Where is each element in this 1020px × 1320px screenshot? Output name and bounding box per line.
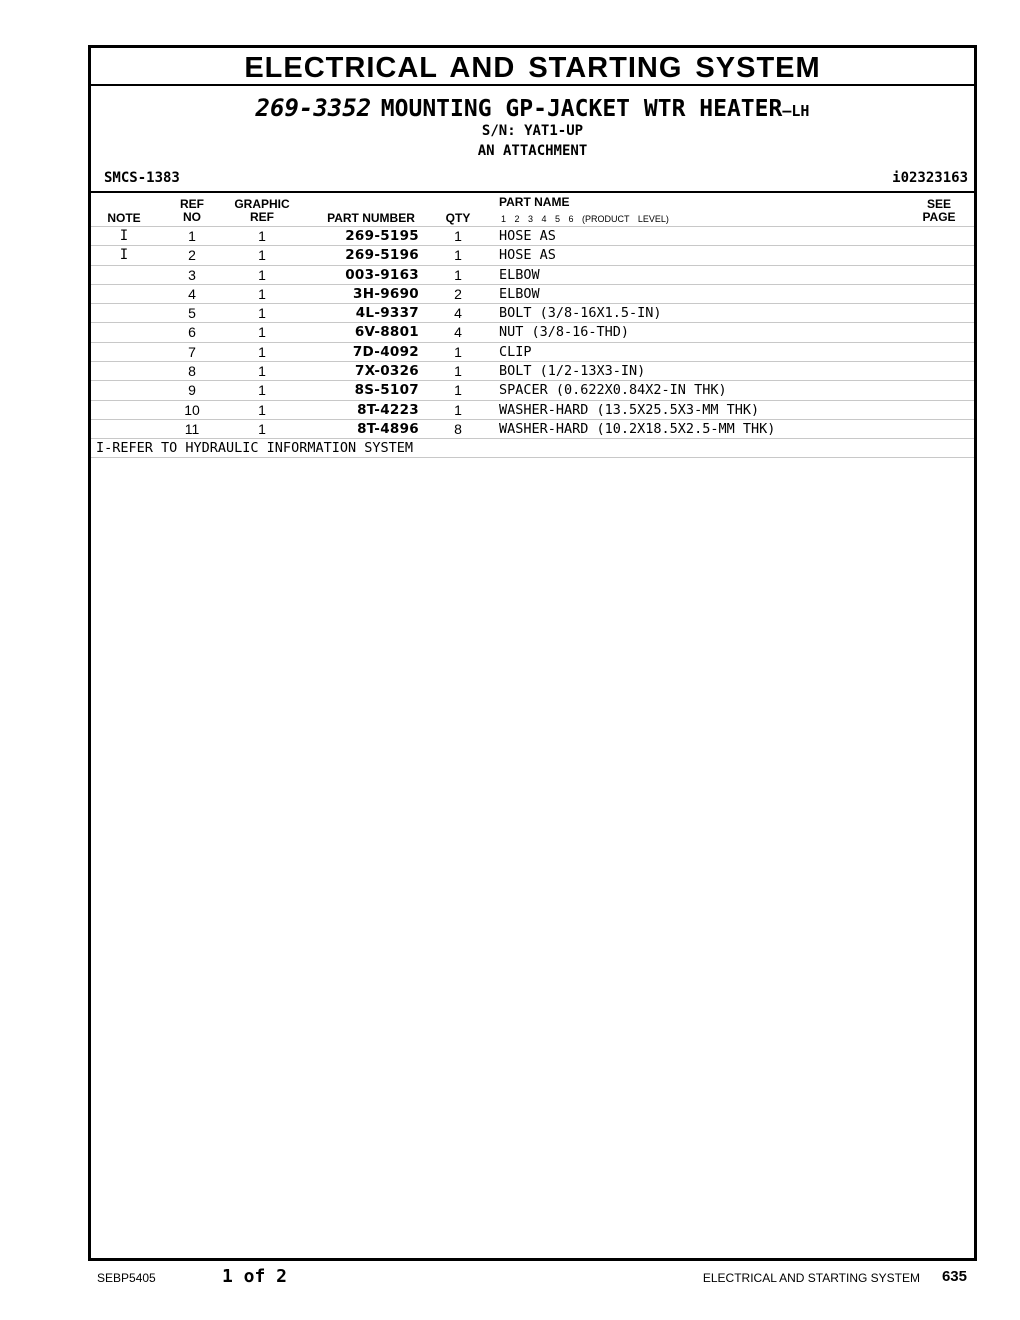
column-header-part-name: PART NAME (499, 195, 570, 209)
page-footer (0, 1266, 1020, 1290)
serial-number: S/N: YAT1-UP (481, 123, 584, 139)
cell-part-name: ELBOW (499, 285, 540, 302)
cell-part-number: 7D-4092 (352, 343, 419, 360)
footer-doc-code: SEBP5405 (97, 1271, 156, 1285)
table-row (91, 245, 974, 264)
cell-qty: 1 (454, 266, 462, 283)
table-row (91, 342, 974, 361)
cell-part-name: SPACER (0.622X0.84X2-IN THK) (499, 382, 727, 399)
cell-part-name: WASHER-HARD (13.5X25.5X3-MM THK) (499, 401, 760, 418)
column-header-qty: QTY (445, 211, 471, 225)
section-title: ELECTRICAL AND STARTING SYSTEM (91, 48, 974, 86)
cell-qty: 1 (454, 401, 462, 418)
cell-note: I (119, 228, 129, 244)
page-frame (88, 45, 977, 1261)
group-side: —LH (782, 102, 810, 120)
cell-ref-no: 10 (184, 401, 200, 418)
table-footnote: I-REFER TO HYDRAULIC INFORMATION SYSTEM (91, 438, 974, 458)
column-header-product-level: 1 2 3 4 5 6 (PRODUCT LEVEL) (501, 214, 669, 224)
cell-qty: 1 (454, 228, 462, 244)
cell-ref-no: 5 (188, 305, 196, 322)
cell-qty: 1 (454, 382, 462, 399)
cell-part-name: WASHER-HARD (10.2X18.5X2.5-MM THK) (499, 420, 776, 437)
cell-graphic-ref: 1 (258, 343, 266, 360)
cell-ref-no: 11 (184, 420, 200, 437)
group-heading (91, 94, 974, 122)
cell-part-name: BOLT (1/2-13X3-IN) (499, 363, 646, 380)
cell-ref-no: 4 (188, 285, 196, 302)
cell-ref-no: 8 (188, 363, 196, 380)
document-id: i02323163 (892, 170, 968, 186)
cell-part-name: NUT (3/8-16-THD) (499, 324, 630, 341)
cell-part-number: 8T-4223 (357, 401, 419, 418)
footer-page-of: 1 of 2 (222, 1266, 288, 1287)
group-name: MOUNTING GP-JACKET WTR HEATER (380, 96, 783, 122)
table-row (91, 400, 974, 419)
cell-part-number: 6V-8801 (354, 324, 419, 341)
cell-part-name: CLIP (499, 343, 532, 360)
column-header-ref-no: REF NO (180, 197, 204, 224)
cell-part-number: 269-5196 (345, 247, 419, 264)
cell-part-number: 8T-4896 (357, 420, 419, 437)
cell-qty: 1 (454, 363, 462, 380)
cell-ref-no: 6 (188, 324, 196, 341)
cell-graphic-ref: 1 (258, 420, 266, 437)
cell-graphic-ref: 1 (258, 266, 266, 283)
cell-part-number: 003-9163 (345, 266, 419, 283)
cell-part-number: 269-5195 (345, 228, 419, 244)
cell-graphic-ref: 1 (258, 363, 266, 380)
cell-graphic-ref: 1 (258, 401, 266, 418)
cell-part-name: ELBOW (499, 266, 540, 283)
smcs-code: SMCS-1383 (104, 170, 180, 186)
cell-graphic-ref: 1 (258, 285, 266, 302)
cell-qty: 4 (454, 305, 462, 322)
cell-ref-no: 9 (188, 382, 196, 399)
attachment-label: AN ATTACHMENT (477, 143, 588, 159)
cell-graphic-ref: 1 (258, 382, 266, 399)
cell-part-number: 3H-9690 (353, 285, 419, 302)
column-header-see-page: SEE PAGE (922, 197, 956, 224)
cell-note: I (119, 247, 129, 264)
cell-part-name: HOSE AS (499, 228, 556, 244)
group-part-number: 269-3352 (255, 94, 372, 122)
table-row (91, 322, 974, 341)
table-row (91, 419, 974, 438)
footer-page-number: 635 (941, 1268, 967, 1285)
table-row (91, 303, 974, 322)
cell-graphic-ref: 1 (258, 247, 266, 264)
table-row (91, 284, 974, 303)
cell-ref-no: 3 (188, 266, 196, 283)
cell-graphic-ref: 1 (258, 324, 266, 341)
cell-qty: 1 (454, 343, 462, 360)
table-row (91, 265, 974, 284)
parts-table (91, 226, 974, 458)
cell-qty: 4 (454, 324, 462, 341)
column-header-part-number: PART NUMBER (327, 211, 415, 225)
cell-qty: 1 (454, 247, 462, 264)
cell-part-number: 7X-0326 (355, 363, 419, 380)
cell-part-number: 4L-9337 (355, 305, 419, 322)
cell-graphic-ref: 1 (258, 228, 266, 244)
cell-ref-no: 1 (188, 228, 196, 244)
cell-part-name: BOLT (3/8-16X1.5-IN) (499, 305, 662, 322)
table-row (91, 361, 974, 380)
cell-qty: 8 (454, 420, 462, 437)
cell-graphic-ref: 1 (258, 305, 266, 322)
cell-qty: 2 (454, 285, 462, 302)
table-row (91, 226, 974, 245)
table-row (91, 380, 974, 399)
cell-ref-no: 7 (188, 343, 196, 360)
cell-part-number: 8S-5107 (354, 382, 419, 399)
column-header-note: NOTE (107, 211, 141, 225)
column-header-graphic-ref: GRAPHIC REF (234, 197, 290, 224)
footer-section: ELECTRICAL AND STARTING SYSTEM (702, 1271, 920, 1285)
header-divider (91, 191, 974, 193)
cell-ref-no: 2 (188, 247, 196, 264)
cell-part-name: HOSE AS (499, 247, 556, 264)
